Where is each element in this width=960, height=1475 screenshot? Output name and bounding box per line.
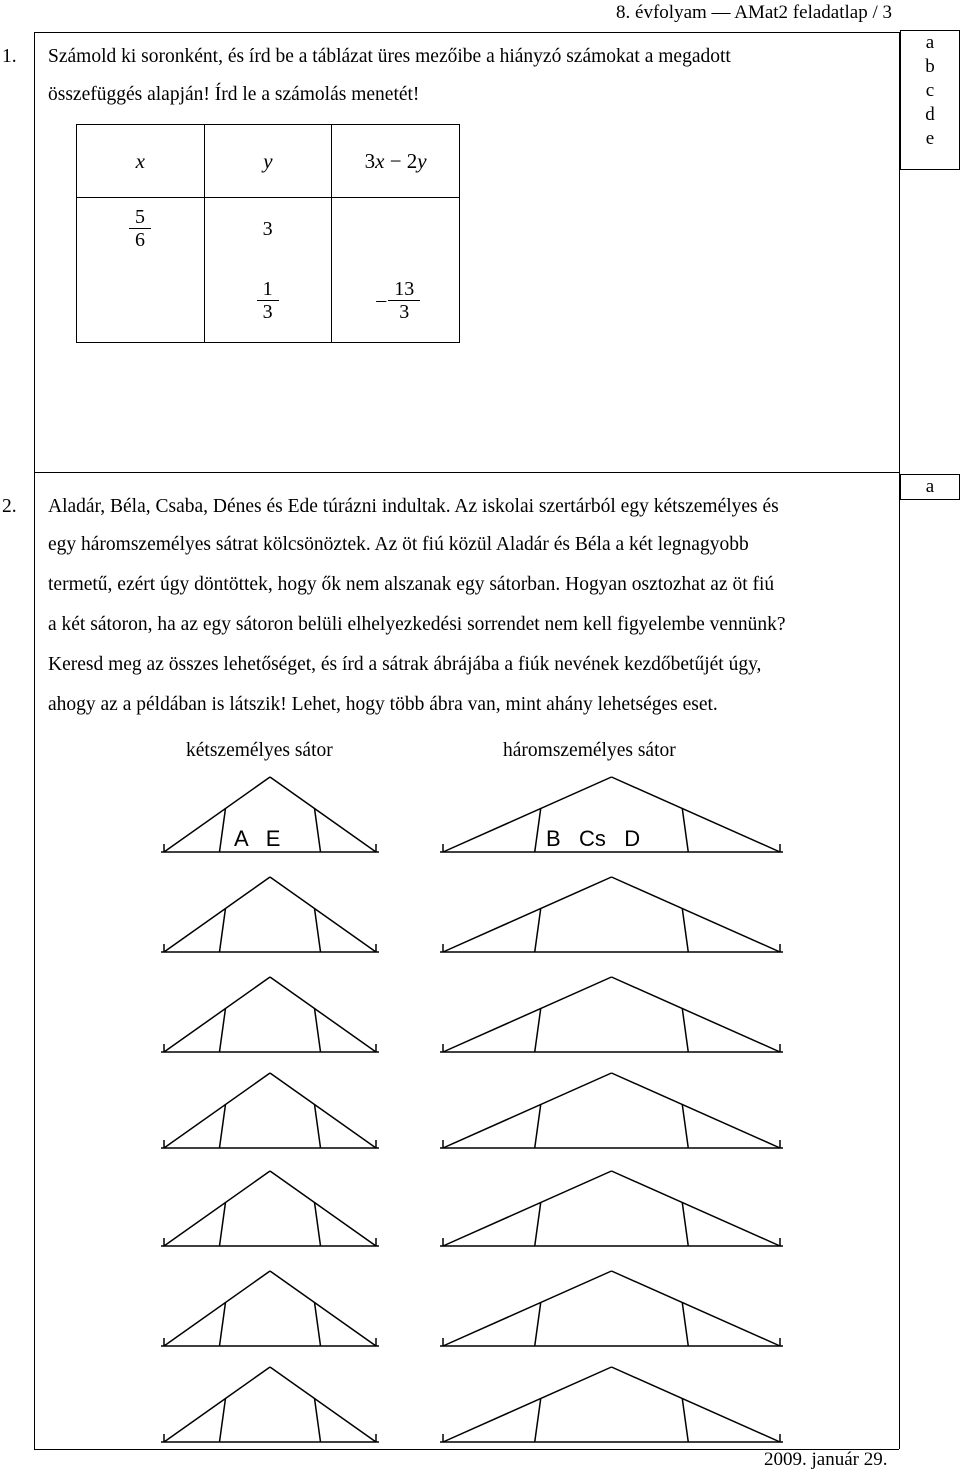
two-person-tent-3-pole-left [219, 1009, 225, 1053]
two-person-tent-4-pole-right [315, 1105, 321, 1149]
score-label-e: e [925, 128, 935, 149]
header-x: x [77, 125, 205, 198]
two-person-tent-7-pole-right [315, 1399, 321, 1443]
two-person-tent-5-pole-right [315, 1203, 321, 1247]
three-person-tent-3-pole-left [535, 1009, 541, 1053]
two-person-tent-3-pole-right [315, 1009, 321, 1053]
two-person-tent-1-pole-left [219, 809, 225, 853]
task2-number: 2. [2, 496, 17, 517]
three-person-tent-6-pole-left [535, 1303, 541, 1347]
three-person-tent-4-pole-left [535, 1105, 541, 1149]
three-person-tent-2-roof-right [612, 877, 781, 952]
two-person-tent-6-roof-right [270, 1271, 376, 1346]
two-person-tent-5-roof-left [164, 1171, 270, 1246]
three-person-tent-5-roof-right [612, 1171, 781, 1246]
three-person-tent-7-roof-left [443, 1367, 612, 1442]
two-person-tent-1-roof-right [270, 777, 376, 852]
three-person-tent-5-pole-left [535, 1203, 541, 1247]
three-person-tent-2-pole-right [682, 909, 688, 953]
two-person-tent-6-roof-left [164, 1271, 270, 1346]
x-fraction-row1: $\frac{5}{6}$ [129, 206, 151, 251]
page-header: 8. évfolyam — AMat2 feladatlap / 3 [616, 2, 892, 23]
page-footer: 2009. január 29. [764, 1449, 888, 1470]
task1-text-line2: összefüggés alapján! Írd le a számolás menetét! [48, 84, 420, 105]
score-label-c: c [925, 80, 935, 101]
two-person-tent-2-roof-right [270, 877, 376, 952]
two-person-tent-2-pole-left [219, 909, 225, 953]
two-person-tent-6-pole-left [219, 1303, 225, 1347]
score-label-b: b [925, 56, 935, 77]
task2-line3: termetű, ezért úgy döntöttek, hogy ők nem alszanak egy sátorban. Hogyan osztozhat az öt fiú [48, 574, 775, 595]
three-person-tent-3-roof-right [612, 977, 781, 1052]
two-person-tent-3-roof-right [270, 977, 376, 1052]
example-two-person-letters: A E [234, 826, 281, 851]
score-label-a: a [925, 32, 935, 53]
y-fraction-row2: $\frac{1}{3}$ [257, 278, 279, 323]
two-person-tent-7-roof-right [270, 1367, 376, 1442]
three-person-tent-3-roof-left [443, 977, 612, 1052]
three-person-tent-2-pole-left [535, 909, 541, 953]
three-person-tent-4-pole-right [682, 1105, 688, 1149]
caption-three-person-tent: háromszemélyes sátor [503, 740, 676, 761]
three-person-tent-4-roof-left [443, 1073, 612, 1148]
task1-text-line1: Számold ki soronként, és írd be a táblázat üres mezőibe a hiányzó számokat a megadott [48, 46, 731, 67]
task2-line4: a két sátoron, ha az egy sátoron belüli elhelyezkedési sorrendet nem kell figyelembe vennünk? [48, 614, 786, 635]
score-label-a: a [925, 476, 935, 497]
example-three-person-letters: B Cs D [546, 826, 641, 851]
task1-number: 1. [2, 46, 17, 67]
two-person-tent-5-pole-left [219, 1203, 225, 1247]
two-person-tent-6-pole-right [315, 1303, 321, 1347]
three-person-tent-7-pole-right [682, 1399, 688, 1443]
three-person-tent-5-roof-left [443, 1171, 612, 1246]
three-person-tent-6-roof-left [443, 1271, 612, 1346]
three-person-tent-1-pole-left [535, 809, 541, 853]
two-person-tent-4-pole-left [219, 1105, 225, 1149]
header-y: y [204, 125, 332, 198]
two-person-tent-7-roof-left [164, 1367, 270, 1442]
two-person-tent-7-pole-left [219, 1399, 225, 1443]
task2-line5: Keresd meg az összes lehetőséget, és írd a sátrak ábrájába a fiúk nevének kezdőbetűjét úgy, [48, 654, 762, 675]
score-label-d: d [925, 104, 935, 125]
task2-line1: Aladár, Béla, Csaba, Dénes és Ede túrázni indultak. Az iskolai szertárból egy kétszemélyes és [48, 496, 779, 517]
two-person-tent-2-pole-right [315, 909, 321, 953]
two-person-tent-3-roof-left [164, 977, 270, 1052]
three-person-tent-6-roof-right [612, 1271, 781, 1346]
caption-two-person-tent: kétszemélyes sátor [186, 740, 333, 761]
two-person-tent-4-roof-right [270, 1073, 376, 1148]
two-person-tent-2-roof-left [164, 877, 270, 952]
task2-line6: ahogy az a példában is látszik! Lehet, hogy több ábra van, mint ahány lehetséges eset. [48, 694, 718, 715]
three-person-tent-4-roof-right [612, 1073, 781, 1148]
expr-sign-row2: – [376, 289, 387, 311]
three-person-tent-1-pole-right [682, 809, 688, 853]
three-person-tent-3-pole-right [682, 1009, 688, 1053]
three-person-tent-7-roof-right [612, 1367, 781, 1442]
two-person-tent-5-roof-right [270, 1171, 376, 1246]
two-person-tent-1-pole-right [315, 809, 321, 853]
three-person-tent-6-pole-right [682, 1303, 688, 1347]
expr-fraction-row2: $\frac{13}{3}$ [388, 278, 420, 323]
header-expression: 3x − 2y [332, 125, 460, 198]
three-person-tent-2-roof-left [443, 877, 612, 952]
two-person-tent-4-roof-left [164, 1073, 270, 1148]
task2-line2: egy háromszemélyes sátrat kölcsönöztek. Az öt fiú közül Aladár és Béla a két legnagyobb [48, 534, 749, 555]
three-person-tent-5-pole-right [682, 1203, 688, 1247]
three-person-tent-7-pole-left [535, 1399, 541, 1443]
y-value-row1: 3 [262, 218, 273, 240]
